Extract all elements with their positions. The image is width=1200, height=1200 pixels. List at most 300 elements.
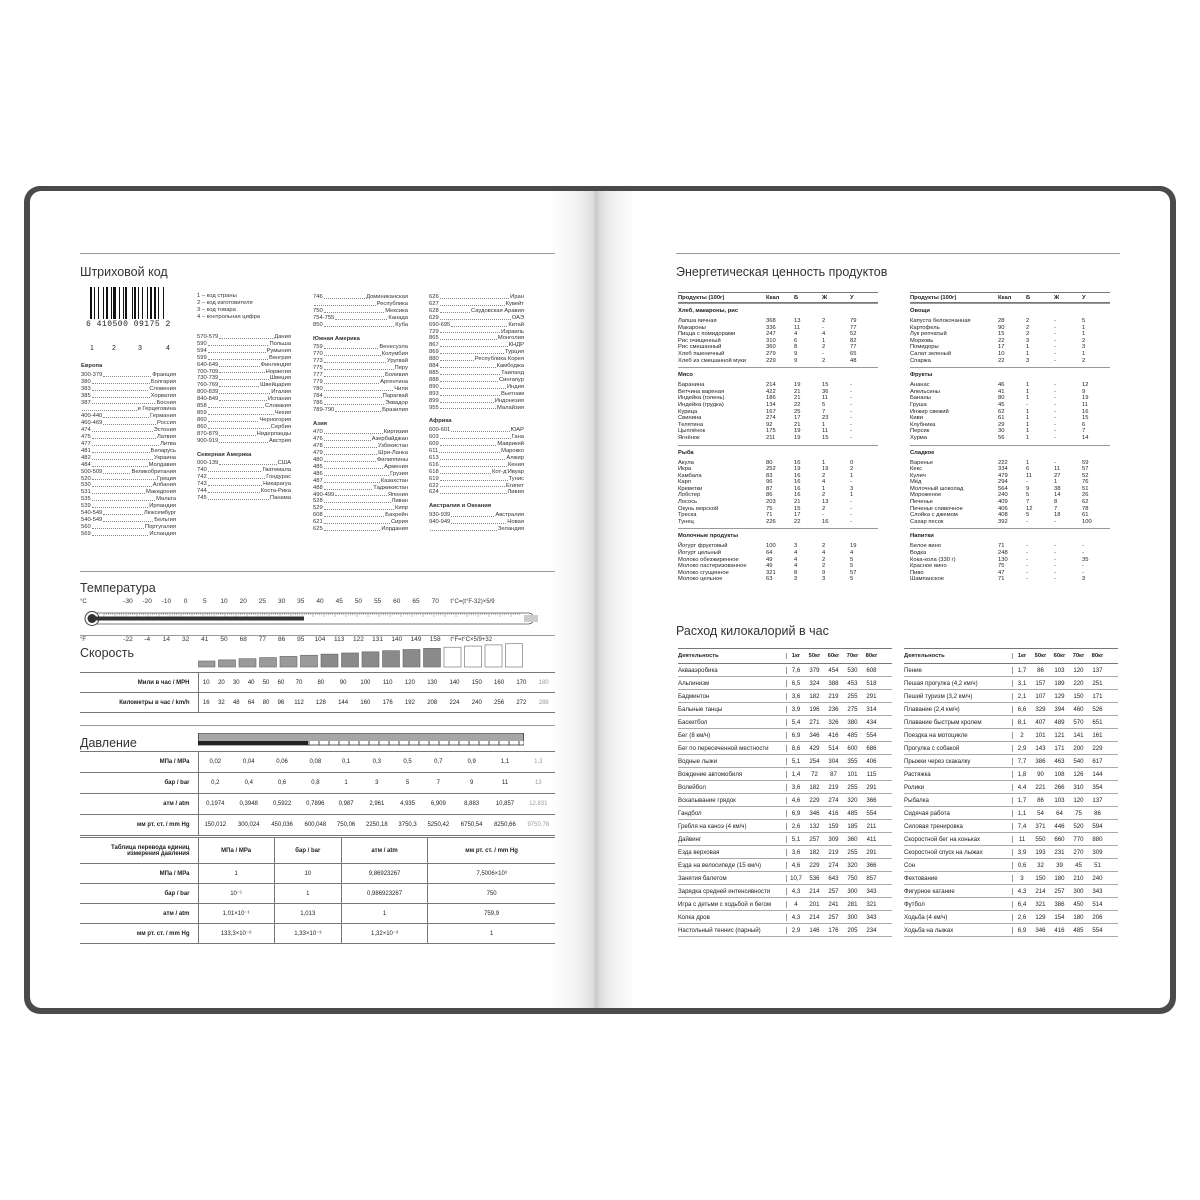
country-name: Киргизия (383, 429, 408, 436)
dot-leader (219, 382, 259, 387)
dot-leader (324, 294, 365, 299)
food-value: 71 (998, 543, 1005, 550)
country-code: 789-790 (313, 406, 335, 413)
country-row (197, 424, 291, 431)
food-value: - (850, 421, 852, 428)
country-code: 485 (313, 463, 323, 470)
activity-name: Вскапывание грядок (678, 796, 736, 804)
kcal-value: 205 (847, 926, 858, 934)
energy-row (910, 402, 1110, 409)
kcal-value: 206 (1092, 913, 1103, 921)
fahrenheit-tick-label: 140 (391, 636, 403, 643)
dot-leader (208, 348, 266, 353)
kcal-value: 103 (1054, 666, 1065, 674)
kcal-value: 4 (786, 901, 805, 908)
kcal-value: 137 (1092, 796, 1103, 804)
country-row (81, 482, 176, 489)
energy-section (910, 303, 1110, 367)
country-row (197, 355, 291, 362)
kcal-value: 1,4 (786, 771, 805, 778)
food-value: 51 (1082, 485, 1089, 492)
food-value: 1 (822, 459, 826, 466)
kcal-value: 416 (828, 809, 839, 817)
food-value: 92 (766, 421, 773, 428)
energy-row (678, 331, 878, 338)
barcode-bar (163, 287, 164, 319)
food-value: 5 (1026, 512, 1030, 519)
table-cell: 9750,78 (527, 822, 550, 828)
food-value: 3 (1026, 337, 1030, 344)
food-name: Ягнёнок (678, 434, 700, 441)
country-row (197, 410, 291, 417)
food-value: 57 (1082, 466, 1089, 473)
kcal-value: 300 (847, 887, 858, 895)
country-row (429, 462, 524, 469)
food-value: 96 (766, 479, 773, 486)
food-value: 45 (998, 401, 1005, 408)
kcal-value: 329 (1035, 705, 1046, 713)
kcal-value: 3,9 (1012, 849, 1031, 856)
food-value: 279 (766, 350, 776, 357)
food-value: 310 (766, 337, 776, 344)
food-value: 186 (766, 395, 776, 402)
country-code: 560 (81, 523, 91, 530)
food-name: Йогурт фруктовый (678, 543, 728, 550)
food-value: 22 (998, 357, 1005, 364)
pressure-rule (80, 725, 555, 726)
country-name: Вьетнам (501, 390, 524, 397)
food-value: - (850, 505, 852, 512)
activity-name: Прогулка с собакой (904, 744, 960, 752)
food-name: Персик (910, 428, 930, 435)
dot-leader (219, 369, 264, 374)
kcal-value: 214 (1035, 887, 1046, 895)
country-code: 850 (313, 321, 323, 328)
country-name: и Герцеговина (137, 406, 176, 413)
energy-row (910, 382, 1110, 389)
energy-row (910, 492, 1110, 499)
kcal-value: 6,5 (786, 680, 805, 687)
food-value: - (1026, 556, 1028, 563)
food-value: 19 (1082, 395, 1089, 402)
food-value: - (1026, 576, 1028, 583)
table-cell: 10⁻¹ (198, 884, 274, 904)
kcal-value: 7,7 (1012, 758, 1031, 765)
kcal-value: 3,6 (786, 784, 805, 791)
kcal-value: 608 (866, 666, 877, 674)
kcal-value: 141 (1073, 731, 1084, 739)
country-row (197, 417, 291, 424)
food-value: - (1054, 569, 1056, 576)
table-cell: 5 (405, 780, 410, 786)
activity-name: Альпинизм (678, 679, 710, 687)
dot-leader (324, 485, 373, 490)
barcode-bar (98, 287, 99, 319)
celsius-tick-label: -20 (142, 598, 152, 605)
food-value: 294 (998, 479, 1008, 486)
kcal-value: 366 (866, 861, 877, 869)
country-name: Мексика (385, 307, 408, 314)
food-value: 1 (1026, 395, 1030, 402)
kcal-row (678, 742, 892, 755)
kcal-value: 594 (1092, 822, 1103, 830)
table-cell: 90 (339, 679, 347, 686)
country-name: Россия (156, 420, 176, 427)
table-cell: 40 (247, 679, 255, 686)
table-cell: 180 (538, 679, 549, 686)
celsius-tick-label: 35 (297, 598, 305, 605)
kcal-row (678, 846, 892, 859)
fahrenheit-tick-label: 50 (220, 636, 228, 643)
dot-leader (324, 498, 391, 503)
food-value: 5 (850, 556, 854, 563)
kcal-value: 570 (1073, 718, 1084, 726)
country-name: Бахрейн (385, 512, 408, 519)
fahrenheit-tick-label: 14 (162, 636, 171, 643)
energy-row (678, 395, 878, 402)
fahrenheit-tick-label: 68 (239, 636, 247, 643)
dot-leader (324, 344, 379, 349)
energy-row (678, 550, 878, 557)
table-row (80, 924, 555, 944)
speed-box (321, 654, 338, 667)
food-name: Лук репчатый (910, 331, 947, 338)
kcal-value: 4,3 (786, 914, 805, 921)
country-code: 387 (81, 399, 91, 406)
dot-leader (208, 424, 270, 429)
country-name: Панама (269, 494, 291, 501)
country-row (429, 398, 524, 405)
energy-row (678, 557, 878, 564)
energy-row (910, 550, 1110, 557)
kcal-value: 554 (1092, 926, 1103, 934)
country-row (313, 457, 408, 464)
kcal-value: 6,9 (1012, 927, 1031, 934)
country-name: Мальта (156, 496, 176, 503)
food-value: 75 (998, 563, 1005, 570)
table-cell: 0,3948 (239, 801, 258, 807)
activity-name: Ролики (904, 783, 925, 791)
right-page (598, 191, 1170, 1008)
country-name: Словакия (264, 403, 291, 410)
dot-leader (208, 495, 269, 500)
dot-leader (335, 492, 387, 497)
country-code: 865 (429, 335, 439, 342)
kcal-value: 72 (811, 770, 818, 778)
energy-section (910, 367, 1110, 444)
country-row (313, 344, 408, 351)
kcal-value: 4,3 (786, 888, 805, 895)
kcal-header-cell: 1кг (786, 653, 805, 659)
country-name: Куба (395, 321, 408, 328)
celsius-tick-label: 30 (277, 598, 286, 605)
table-cell: 192 (404, 699, 415, 706)
country-name: Иран (510, 294, 524, 300)
food-value: - (1054, 421, 1056, 428)
dot-leader (208, 474, 266, 479)
dot-leader (440, 370, 500, 375)
activity-name: Гребля на каноэ (4 км/ч) (678, 822, 747, 830)
food-name: Лосось (678, 499, 698, 506)
dot-leader (92, 496, 155, 501)
table-cell: 13 (534, 780, 542, 786)
country-name: Кипр (395, 505, 408, 512)
country-row (81, 510, 176, 517)
energy-row (910, 415, 1110, 422)
dot-leader (324, 322, 395, 327)
energy-section (910, 528, 1110, 586)
food-value: 1 (1026, 459, 1030, 466)
dot-leader (440, 469, 491, 474)
country-row (429, 384, 524, 391)
celsius-tick-label: 55 (373, 598, 382, 605)
dot-leader (219, 431, 255, 436)
energy-row (910, 563, 1110, 570)
barcode-bar (94, 287, 95, 319)
country-name: Италия (271, 389, 291, 396)
country-row (81, 489, 176, 496)
kcal-value: 770 (1073, 835, 1084, 843)
table-cell: 6750,54 (460, 822, 483, 828)
right-top-rule (676, 253, 1120, 254)
table-cell: 133,3×10⁻⁶ (198, 924, 274, 944)
food-value: 16 (794, 479, 801, 486)
country-code: 486 (313, 470, 323, 477)
table-cell: 0,06 (276, 759, 288, 765)
food-value: - (1054, 415, 1056, 422)
table-cell: 3750,3 (398, 822, 417, 828)
country-row (313, 519, 408, 526)
kcal-value: 354 (1092, 783, 1103, 791)
kcal-value: 4,6 (786, 862, 805, 869)
dot-leader (219, 396, 267, 401)
kcal-value: 5,4 (786, 719, 805, 726)
kcal-value: 214 (809, 887, 820, 895)
food-value: 19 (794, 434, 801, 441)
fahrenheit-tick-label: -22 (123, 636, 133, 643)
barcode-bar (125, 287, 127, 319)
fahrenheit-tick-label: 104 (314, 636, 326, 643)
food-value: 17 (794, 415, 801, 422)
activity-name: Занятия балетом (678, 874, 727, 882)
food-value: - (1054, 518, 1056, 525)
speed-box (444, 647, 461, 667)
barcode-digits: 6 410500 09175 2 (86, 320, 171, 329)
food-value: 82 (850, 337, 857, 344)
food-value: 15 (794, 505, 801, 512)
dot-leader (324, 358, 386, 363)
country-code: 540-549 (81, 510, 103, 517)
kcal-value: 2,6 (1012, 914, 1031, 921)
food-value: - (1054, 459, 1056, 466)
speed-box (424, 648, 441, 667)
country-name: Азербайджан (371, 436, 408, 443)
barcode-image (86, 287, 190, 335)
country-name: Коста-Рика (260, 488, 291, 495)
country-name: Албания (152, 482, 176, 489)
energy-header-cell: Ккал (998, 294, 1012, 301)
kcal-value: 1,7 (1012, 797, 1031, 804)
barcode-legend-line: 2 – код изготовителя (197, 299, 253, 306)
energy-row (910, 466, 1110, 473)
table-cell: 1,1 (500, 759, 510, 765)
country-code: 626 (429, 294, 439, 300)
table-cell: 5250,42 (427, 822, 450, 828)
energy-row (678, 506, 878, 513)
country-row (429, 349, 524, 356)
kcal-value: 3,6 (786, 849, 805, 856)
dot-leader (440, 455, 506, 460)
country-row (313, 393, 408, 400)
dot-leader (92, 489, 145, 494)
dot-leader (219, 389, 270, 394)
food-value: 6 (1026, 466, 1030, 473)
food-name: Помидоры (910, 344, 939, 351)
food-value: 6 (794, 337, 798, 344)
kcal-row (904, 768, 1118, 781)
celsius-tick-label: 10 (220, 598, 228, 605)
country-code: 603 (429, 434, 439, 441)
country-name: Аргентина (380, 378, 408, 385)
energy-section-title: Хлеб, макароны, рис (678, 308, 739, 314)
energy-row (910, 331, 1110, 338)
country-code: 744 (197, 488, 207, 495)
energy-row (678, 499, 878, 506)
country-code: 860 (197, 423, 207, 430)
country-row (81, 406, 176, 413)
country-row (81, 455, 176, 462)
kcal-value: 171 (1092, 692, 1103, 700)
food-value: 167 (766, 408, 776, 415)
country-name: Монголия (497, 335, 524, 342)
country-name: ЮАР (510, 427, 524, 434)
country-name: Грузия (390, 470, 408, 477)
kcal-value: 255 (847, 783, 858, 791)
table-cell: 8,883 (464, 801, 480, 807)
dot-leader (440, 356, 474, 361)
kcal-row (678, 807, 892, 820)
kcal-value: 45 (1075, 861, 1082, 869)
kcal-value: 463 (1054, 757, 1065, 765)
dot-leader (440, 377, 498, 382)
activity-name: Вождение автомобиля (678, 770, 743, 778)
country-name: США (277, 460, 291, 467)
kcal-value: 1,7 (1012, 667, 1031, 674)
activity-name: Скоростной спуск на лыжах (904, 848, 983, 856)
food-value: 2 (822, 318, 826, 324)
country-name: Кувейт (505, 300, 524, 307)
food-value: - (1054, 382, 1056, 389)
energy-row (678, 422, 878, 429)
kcal-value: 3,6 (786, 693, 805, 700)
kcal-value: 154 (1054, 913, 1065, 921)
food-value: 12 (1082, 382, 1089, 389)
energy-section (678, 445, 878, 529)
food-value: - (850, 479, 852, 486)
country-code: 777 (313, 372, 323, 379)
food-value: 2 (1082, 337, 1086, 344)
activity-name: Рыбалка (904, 796, 929, 804)
country-name: Эстония (153, 427, 176, 434)
country-name: Кот-д'Ивуар (492, 468, 524, 475)
dot-leader (92, 448, 150, 453)
kcal-value: 450 (1073, 900, 1084, 908)
country-code: 594 (197, 347, 207, 354)
barcode-bar (103, 287, 104, 319)
dot-leader (451, 322, 507, 327)
kcal-value: 107 (1035, 692, 1046, 700)
country-row (313, 485, 408, 492)
food-name: Клубника (910, 421, 936, 428)
country-code: 608 (313, 512, 323, 519)
country-code: 780 (313, 385, 323, 392)
dot-leader (208, 355, 268, 360)
country-row (429, 308, 524, 315)
country-code: 730-739 (197, 375, 219, 382)
kcal-value: 120 (1073, 796, 1084, 804)
celsius-tick-label: 45 (335, 598, 343, 605)
country-code: 759 (313, 344, 323, 351)
food-value: 21 (794, 499, 801, 506)
country-code: 754-755 (313, 314, 335, 321)
kcal-value: 229 (809, 796, 820, 804)
food-value: 368 (766, 318, 776, 324)
kcal-value: 485 (847, 731, 858, 739)
food-value: 75 (766, 505, 773, 512)
food-value: - (822, 512, 824, 519)
kcal-value: 229 (809, 861, 820, 869)
food-name: Акула (678, 459, 694, 466)
table-cell: 1,3 (534, 759, 543, 765)
kcal-value: 101 (1035, 731, 1046, 739)
activity-name: Прыжки через скакалку (904, 757, 971, 765)
country-name: Камбоджа (496, 363, 524, 370)
table-cell: 1,32×10⁻³ (341, 924, 427, 944)
food-name: Рис смешанный (678, 344, 722, 351)
kcal-row (904, 742, 1118, 755)
country-code: 786 (313, 399, 323, 406)
country-name: Словения (149, 385, 176, 392)
country-row (313, 294, 408, 301)
country-row (81, 469, 176, 476)
activity-name: Ходьба (4 км/ч) (904, 913, 948, 921)
food-value: 11 (1026, 472, 1033, 479)
kcal-value: 309 (828, 835, 839, 843)
food-value: 41 (998, 388, 1005, 395)
country-code: 869 (429, 349, 439, 356)
food-value: 7 (1054, 505, 1058, 512)
kcal-value: 182 (809, 848, 820, 856)
kcal-row (904, 859, 1118, 872)
food-value: 1 (1026, 408, 1030, 415)
table-cell: 0,1 (341, 759, 351, 765)
country-code: 690-695 (429, 321, 451, 328)
country-name: Малайзия (497, 404, 524, 411)
country-name: Тунис (508, 475, 524, 482)
food-value: 2 (1026, 324, 1030, 331)
fahrenheit-tick-label: 131 (372, 636, 384, 643)
food-name: Белое вино (910, 543, 942, 550)
food-value: 47 (998, 569, 1005, 576)
country-row (429, 294, 524, 301)
kcal-value: 8,1 (1012, 719, 1031, 726)
energy-row (910, 435, 1110, 442)
dot-leader (440, 308, 470, 313)
food-value: - (850, 428, 852, 435)
energy-row (910, 486, 1110, 493)
celsius-tick-label: 65 (412, 598, 420, 605)
table-cell: 0,987 (338, 801, 354, 807)
